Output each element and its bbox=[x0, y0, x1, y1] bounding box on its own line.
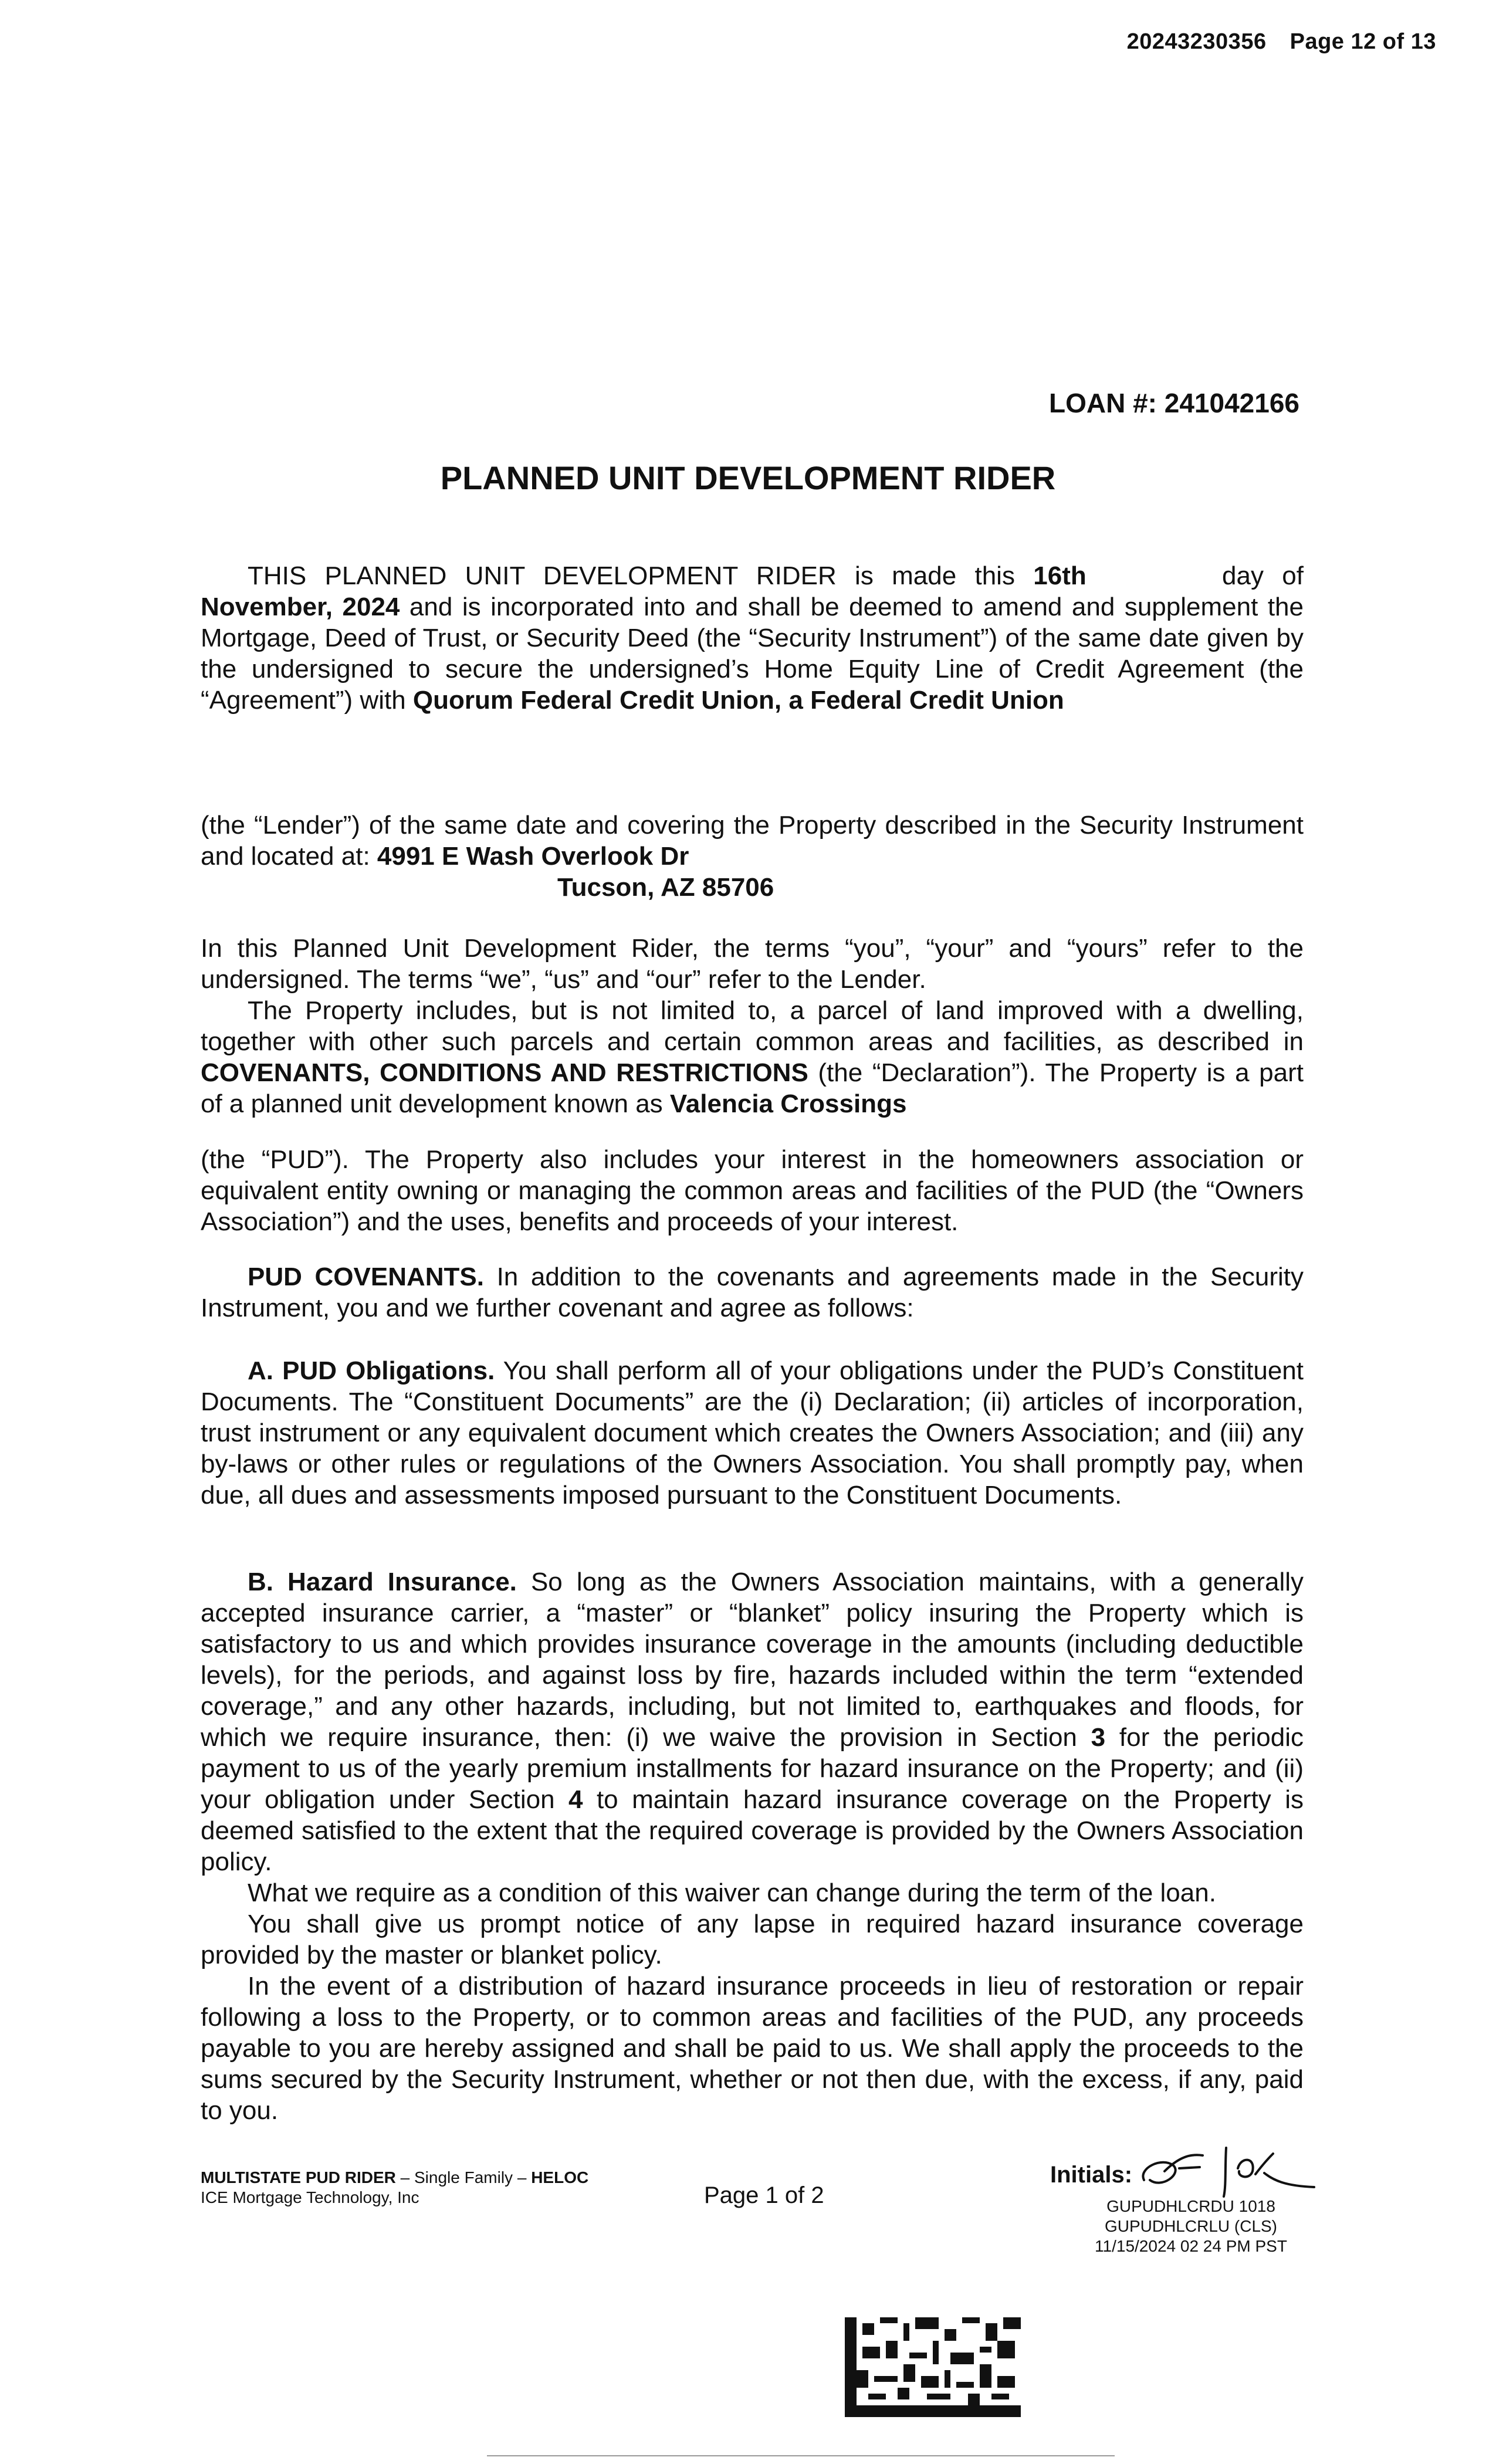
pud-covenants-heading: PUD COVENANTS. bbox=[248, 1263, 484, 1291]
document-number: 20243230356 bbox=[1126, 29, 1267, 54]
pud-name: Valencia Crossings bbox=[669, 1089, 907, 1118]
property-address-line2: Tucson, AZ 85706 bbox=[557, 873, 774, 902]
form-code-1: GUPUDHLCRDU 1018 bbox=[1106, 2197, 1275, 2215]
pud-covenants-paragraph: PUD COVENANTS. In addition to the covenants and agreements made in the Security Instrument, you and we further covenant and agree as follows: bbox=[201, 1263, 1304, 1322]
definitions-paragraph: In this Planned Unit Development Rider, the terms “you”, “your” and “yours” refer to the undersigned. The terms “we”, “us” and “our” refer to the Lender. The Property includes, but is not limited to, a parcel of land improved with a dwelling, together with other such parcels and certain common areas and facilities, as described in COVENANTS, CONDITIONS AND RESTRICTIONS (the “Declaration”). The Property is a part of a planned unit development known as Valencia Crossings bbox=[201, 934, 1304, 1118]
lender-name: Quorum Federal Credit Union, a Federal Credit Union bbox=[412, 686, 1064, 715]
ccr-title: COVENANTS, CONDITIONS AND RESTRICTIONS bbox=[201, 1058, 808, 1087]
property-location-paragraph: (the “Lender”) of the same date and covering the Property described in the Security Instrument and located at: 4991 E Wash Overlook Dr Tucson, AZ 85706 bbox=[201, 811, 1304, 902]
bottom-divider bbox=[487, 2455, 1115, 2456]
section-b-heading: B. Hazard Insurance. bbox=[248, 1568, 517, 1596]
property-address-line1: 4991 E Wash Overlook Dr bbox=[377, 842, 689, 871]
section-b-paragraph: B. Hazard Insurance. So long as the Owners Association maintains, with a generally accepted insurance carrier, a “master” or “blanket” policy insuring the Property which is satisfactory to us and which provides insurance coverage in the amounts (including deductible levels), for the periods, and against loss by fire, hazards included within the term “extended coverage,” and any other hazards, including, but not limited to, earthquakes and floods, for which we require insurance, then: (i) we waive the provision in Section 3 for the periodic payment to us of the yearly premium installments for hazard insurance on the Property; and (ii) your obligation under Section 4 to maintain hazard insurance coverage on the Property is deemed satisfied to the extent that the required coverage is provided by the Owners Association policy. What we require as a condition of this waiver can change during the term of the loan. You shall give us prompt notice of any lapse in required hazard insurance coverage provided by the master or blanket policy. In the event of a distribution of hazard insurance proceeds in lieu of restoration or repair following a loss to the Property, or to common areas and facilities of the PUD, any proceeds payable to you are hereby assigned and shall be paid to us. We shall apply the proceeds to the sums secured by the Security Instrument, whether or not then due, with the excess, if any, paid to you. bbox=[201, 1568, 1304, 2125]
document-title: PLANNED UNIT DEVELOPMENT RIDER bbox=[440, 459, 1056, 496]
page-counter: Page 12 of 13 bbox=[1289, 29, 1436, 54]
intro-paragraph: THIS PLANNED UNIT DEVELOPMENT RIDER is made this 16th day of November, 2024 and is incorporated into and shall be deemed to amend and supplement the Mortgage, Deed of Trust, or Security Deed (the “Security Instrument”) of the same date given by the undersigned to secure the undersigned’s Home Equity Line of Credit Agreement (the “Agreement”) with Quorum Federal Credit Union, a Federal Credit Union bbox=[201, 561, 1304, 715]
print-timestamp: 11/15/2024 02 24 PM PST bbox=[1095, 2237, 1287, 2255]
initials-label: Initials: bbox=[1050, 2162, 1133, 2188]
section-a-paragraph: A. PUD Obligations. You shall perform all of your obligations under the PUD’s Constituent Documents. The “Constituent Documents” are the (i) Declaration; (ii) articles of incorporation, trust instrument or any equivalent document which creates the Owners Association; and (iii) any by-laws or other rules or regulations of the Owners Association. You shall promptly pay, when due, all dues and assessments imposed pursuant to the Constituent Documents. bbox=[201, 1356, 1304, 1509]
barcode-image bbox=[845, 2317, 1021, 2417]
initials-signature bbox=[1138, 2145, 1332, 2198]
rider-day: 16th bbox=[1033, 561, 1087, 590]
rider-date: November, 2024 bbox=[201, 593, 400, 621]
rider-page-number: Page 1 of 2 bbox=[704, 2182, 824, 2208]
section-a-heading: A. PUD Obligations. bbox=[248, 1356, 495, 1385]
form-code-2: GUPUDHLCRLU (CLS) bbox=[1104, 2217, 1278, 2235]
loan-number: LOAN #: 241042166 bbox=[1048, 388, 1299, 418]
form-identifier: MULTISTATE PUD RIDER – Single Family – HELOC ICE Mortgage Technology, Inc bbox=[201, 2168, 589, 2206]
pud-paragraph: (the “PUD”). The Property also includes your interest in the homeowners association or equivalent entity owning or managing the common areas and facilities of the PUD (the “Owners Association”) and the uses, benefits and proceeds of your interest. bbox=[201, 1145, 1304, 1236]
vendor-name: ICE Mortgage Technology, Inc bbox=[201, 2188, 419, 2206]
page-header bbox=[1127, 29, 1436, 55]
initials-block bbox=[1050, 2162, 1332, 2256]
